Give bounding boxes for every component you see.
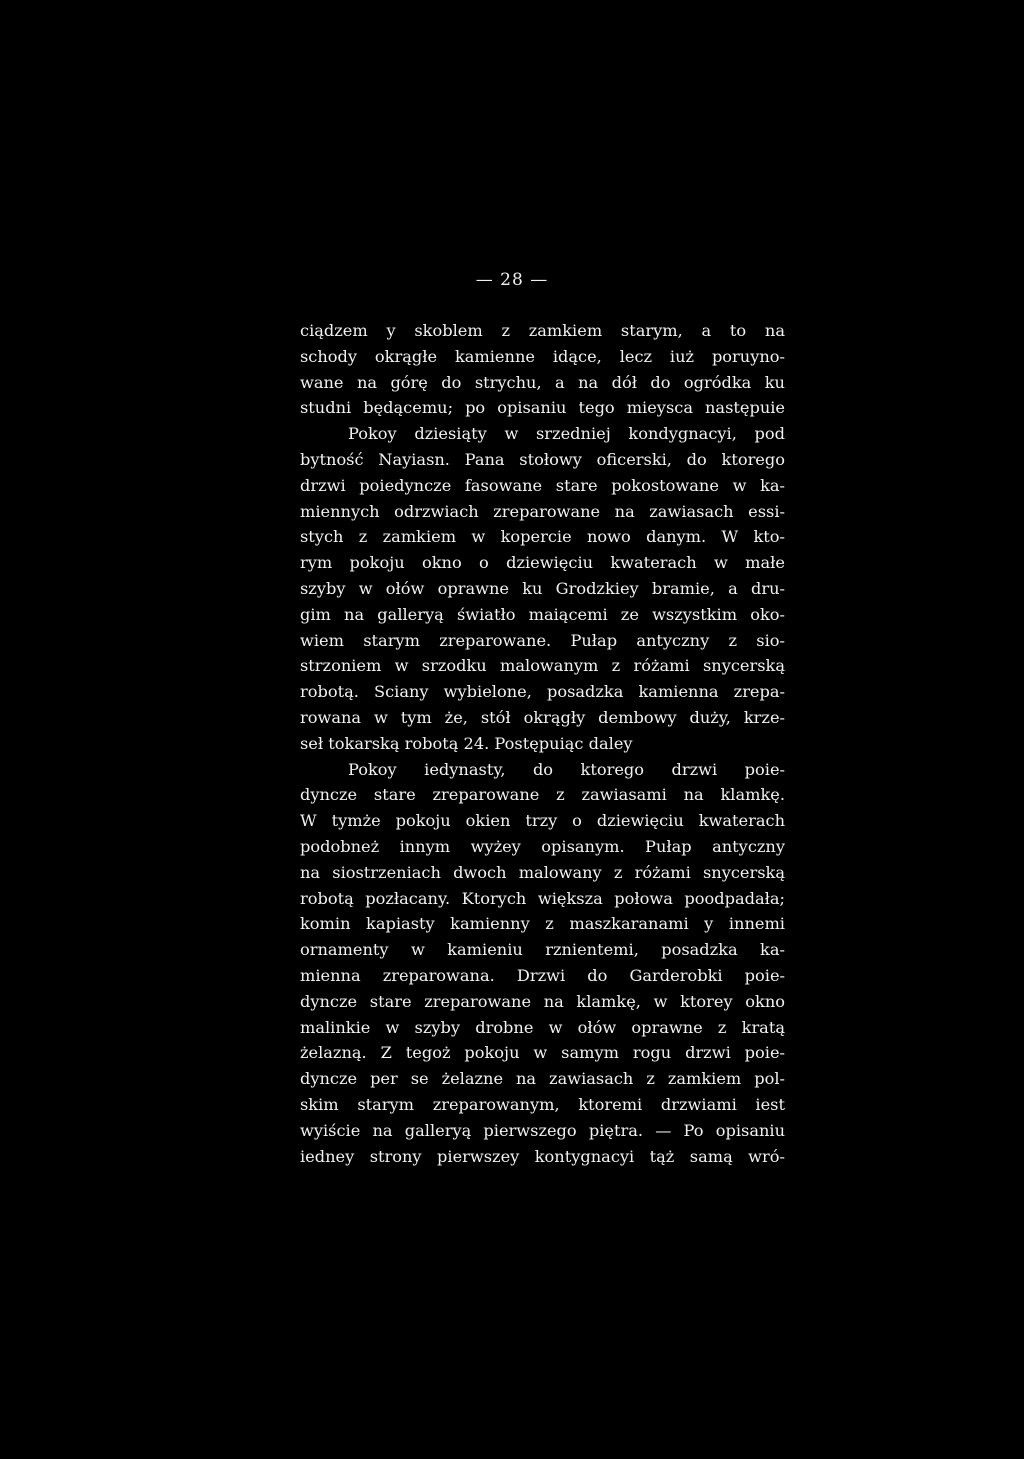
- text-line: bytność Nayiasn. Pana stołowy oficerski, do ktorego: [300, 449, 785, 469]
- text-line: seł tokarską robotą 24. Postępuiąc daley: [300, 733, 633, 753]
- text-line: żelazną. Z tegoż pokoju w samym rogu drzwi poie-: [300, 1043, 785, 1063]
- text-line: wane na górę do strychu, a na dół do ogródka ku: [300, 372, 785, 392]
- text-line: W tymże pokoju okien trzy o dziewięciu kwaterach: [300, 811, 785, 831]
- text-line-section-heading: Pokoy dziesiąty w srzedniej kondygnacyi, pod: [348, 424, 785, 444]
- text-line: skim starym zreparowanym, ktoremi drzwiami iest: [300, 1094, 785, 1114]
- text-line: studni będącemu; po opisaniu tego mieysca następuie: [300, 398, 785, 418]
- body-text: [300, 318, 785, 1169]
- text-line: wyiście na galleryą pierwszego piętra. — Po opisaniu: [300, 1120, 785, 1140]
- text-line: miennych odrzwiach zreparowane na zawiasach essi-: [300, 501, 785, 521]
- text-line: rowana w tym że, stół okrągły dembowy duży, krze-: [300, 707, 785, 727]
- text-line: schody okrągłe kamienne idące, lecz iuż poruyno-: [300, 346, 785, 366]
- text-line: malinkie w szyby drobne w ołów oprawne z kratą: [300, 1017, 785, 1037]
- text-line: ornamenty w kamieniu rznientemi, posadzka ka-: [300, 940, 785, 960]
- text-line: mienna zreparowana. Drzwi do Garderobki poie-: [300, 965, 785, 985]
- text-line: dyncze stare zreparowane na klamkę, w ktorey okno: [300, 991, 785, 1011]
- text-line: drzwi poiedyncze fasowane stare pokostowane w ka-: [300, 475, 785, 495]
- text-line: szyby w ołów oprawne ku Grodzkiey bramie, a dru-: [300, 578, 785, 598]
- page-number: — 28 —: [475, 270, 549, 290]
- text-line: na siostrzeniach dwoch malowany z różami snycerską: [300, 862, 785, 882]
- text-line: robotą. Sciany wybielone, posadzka kamienna zrepa-: [300, 682, 785, 702]
- text-line-section-heading: Pokoy iedynasty, do ktorego drzwi poie-: [348, 759, 785, 779]
- text-line: robotą pozłacany. Ktorych większa połowa poodpadała;: [300, 888, 785, 908]
- text-line: dyncze stare zreparowane z zawiasami na klamkę.: [300, 785, 785, 805]
- text-line: stych z zamkiem w kopercie nowo danym. W kto-: [300, 527, 785, 547]
- text-line: iedney strony pierwszey kontygnacyi tąż samą wró-: [300, 1146, 785, 1166]
- text-line: dyncze per se żelazne na zawiasach z zamkiem pol-: [300, 1069, 785, 1089]
- text-line: wiem starym zreparowane. Pułap antyczny z sio-: [300, 630, 785, 650]
- text-line: strzoniem w srzodku malowanym z różami snycerską: [300, 656, 785, 676]
- text-line: podobneż innym wyżey opisanym. Pułap antyczny: [300, 836, 785, 856]
- text-line: ciądzem y skoblem z zamkiem starym, a to na: [300, 321, 785, 340]
- text-line: rym pokoju okno o dziewięciu kwaterach w małe: [300, 553, 785, 573]
- text-line: gim na galleryą światło maiącemi ze wszystkim oko-: [300, 604, 785, 624]
- text-line: komin kapiasty kamienny z maszkaranami y innemi: [300, 914, 785, 934]
